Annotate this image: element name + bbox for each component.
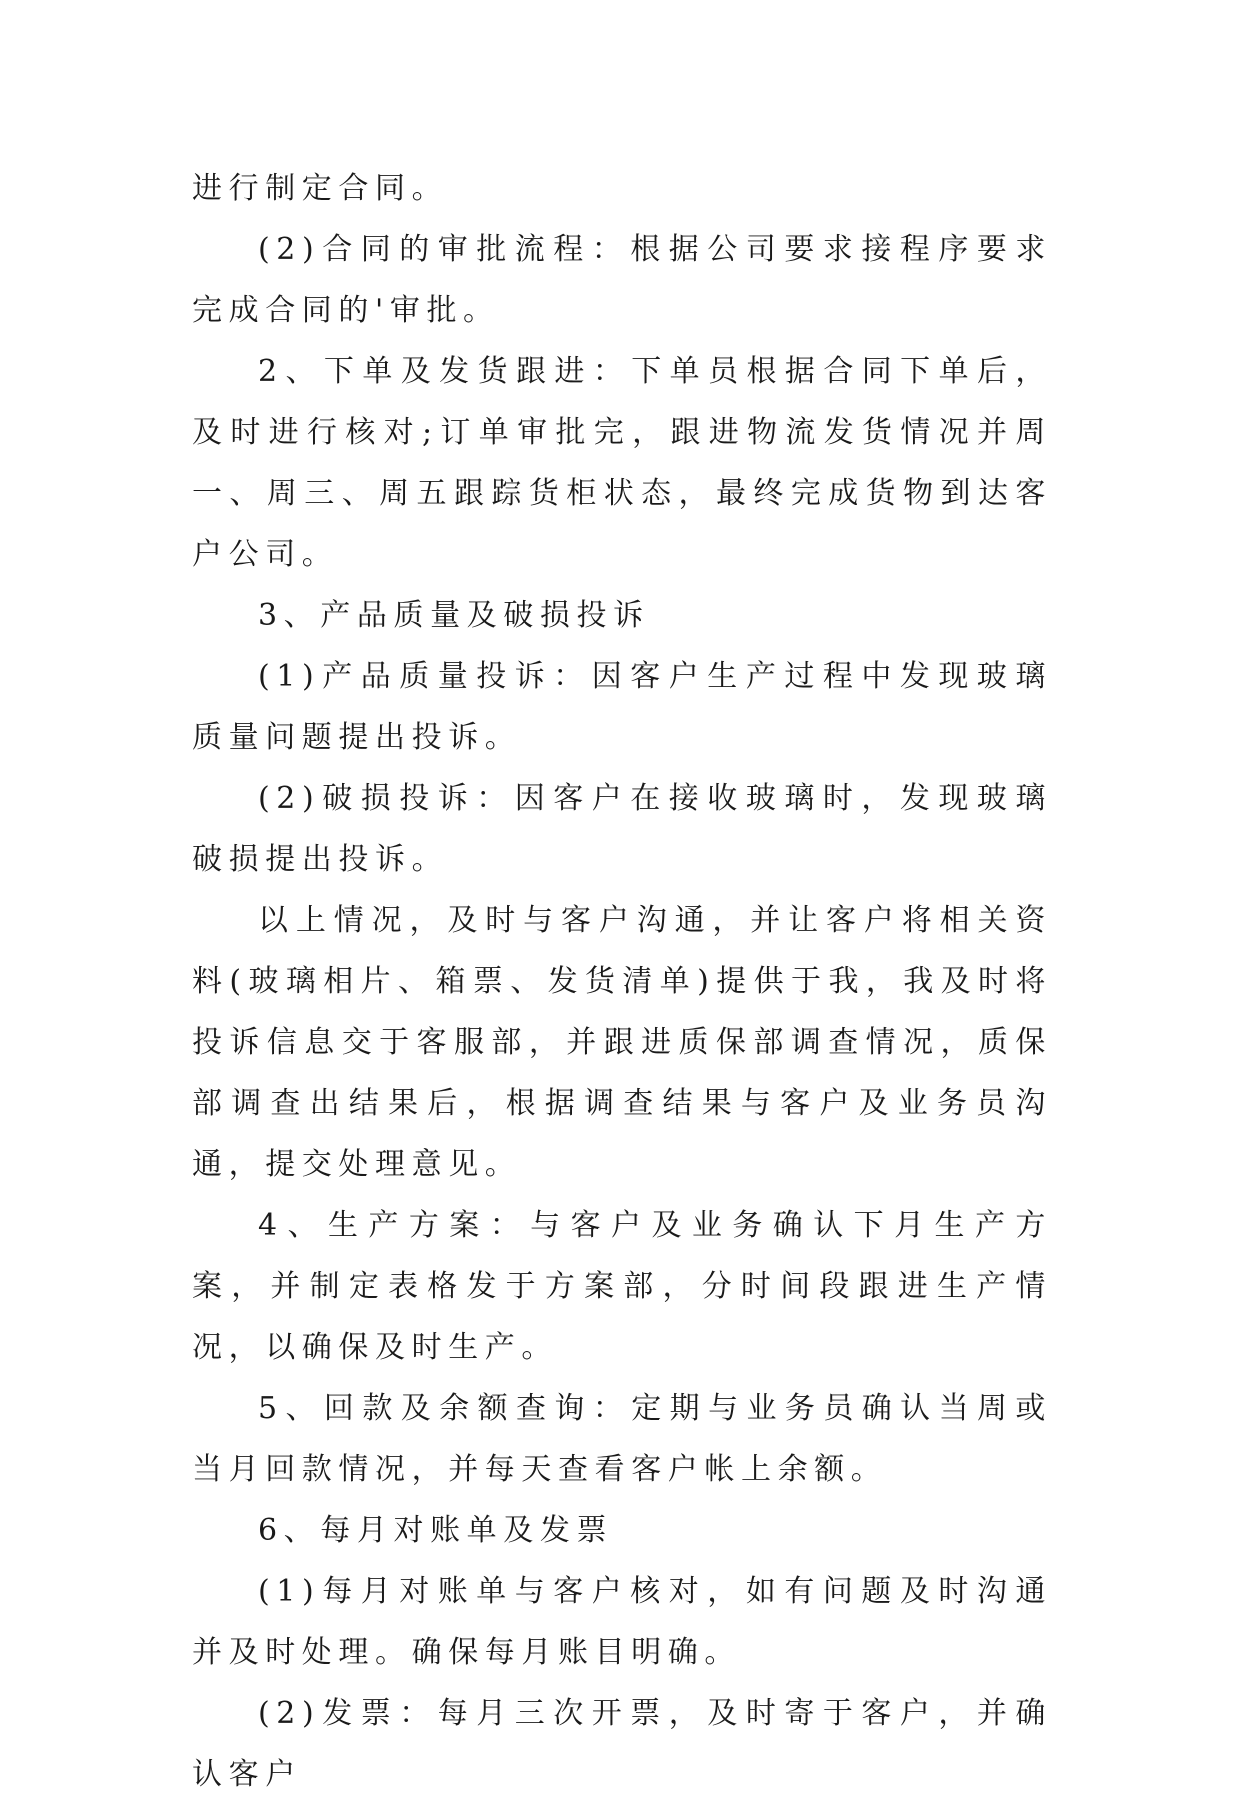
paragraph-contract-approval: (2)合同的审批流程：根据公司要求接程序要求完成合同的'审批。 — [192, 232, 1052, 328]
paragraph-order-shipping: 2、下单及发货跟进：下单员根据合同下单后，及时进行核对;订单审批完，跟进物流发货情况并周一、周三、周五跟踪货柜状态，最终完成货物到达客户公司。 — [192, 354, 1052, 572]
paragraph-payment-balance: 5、回款及余额查询：定期与业务员确认当周或当月回款情况，并每天查看客户帐上余额。 — [192, 1391, 1052, 1487]
paragraph-damage-complaint: (2)破损投诉：因客户在接收玻璃时，发现玻璃破损提出投诉。 — [192, 781, 1052, 877]
paragraph-production-plan: 4、生产方案：与客户及业务确认下月生产方案，并制定表格发于方案部，分时间段跟进生产情况，以确保及时生产。 — [192, 1208, 1052, 1365]
paragraph-contract-drafting-continued: 进行制定合同。 — [192, 171, 449, 206]
paragraph-statement-invoice-heading: 6、每月对账单及发票 — [258, 1513, 614, 1548]
paragraph-quality-complaint: (1)产品质量投诉：因客户生产过程中发现玻璃质量问题提出投诉。 — [192, 659, 1052, 755]
paragraph-monthly-statement: (1)每月对账单与客户核对，如有问题及时沟通并及时处理。确保每月账目明确。 — [192, 1574, 1052, 1670]
paragraph-invoice: (2)发票：每月三次开票，及时寄于客户，并确认客户 — [192, 1696, 1052, 1792]
paragraph-complaint-handling: 以上情况，及时与客户沟通，并让客户将相关资料(玻璃相片、箱票、发货清单)提供于我，我及时将投诉信息交于客服部，并跟进质保部调查情况，质保部调查出结果后，根据调查结果与客户及业务员沟通，提交处理意见。 — [192, 903, 1052, 1182]
document-body — [192, 158, 1052, 1805]
paragraph-quality-damage-heading: 3、产品质量及破损投诉 — [258, 598, 650, 633]
